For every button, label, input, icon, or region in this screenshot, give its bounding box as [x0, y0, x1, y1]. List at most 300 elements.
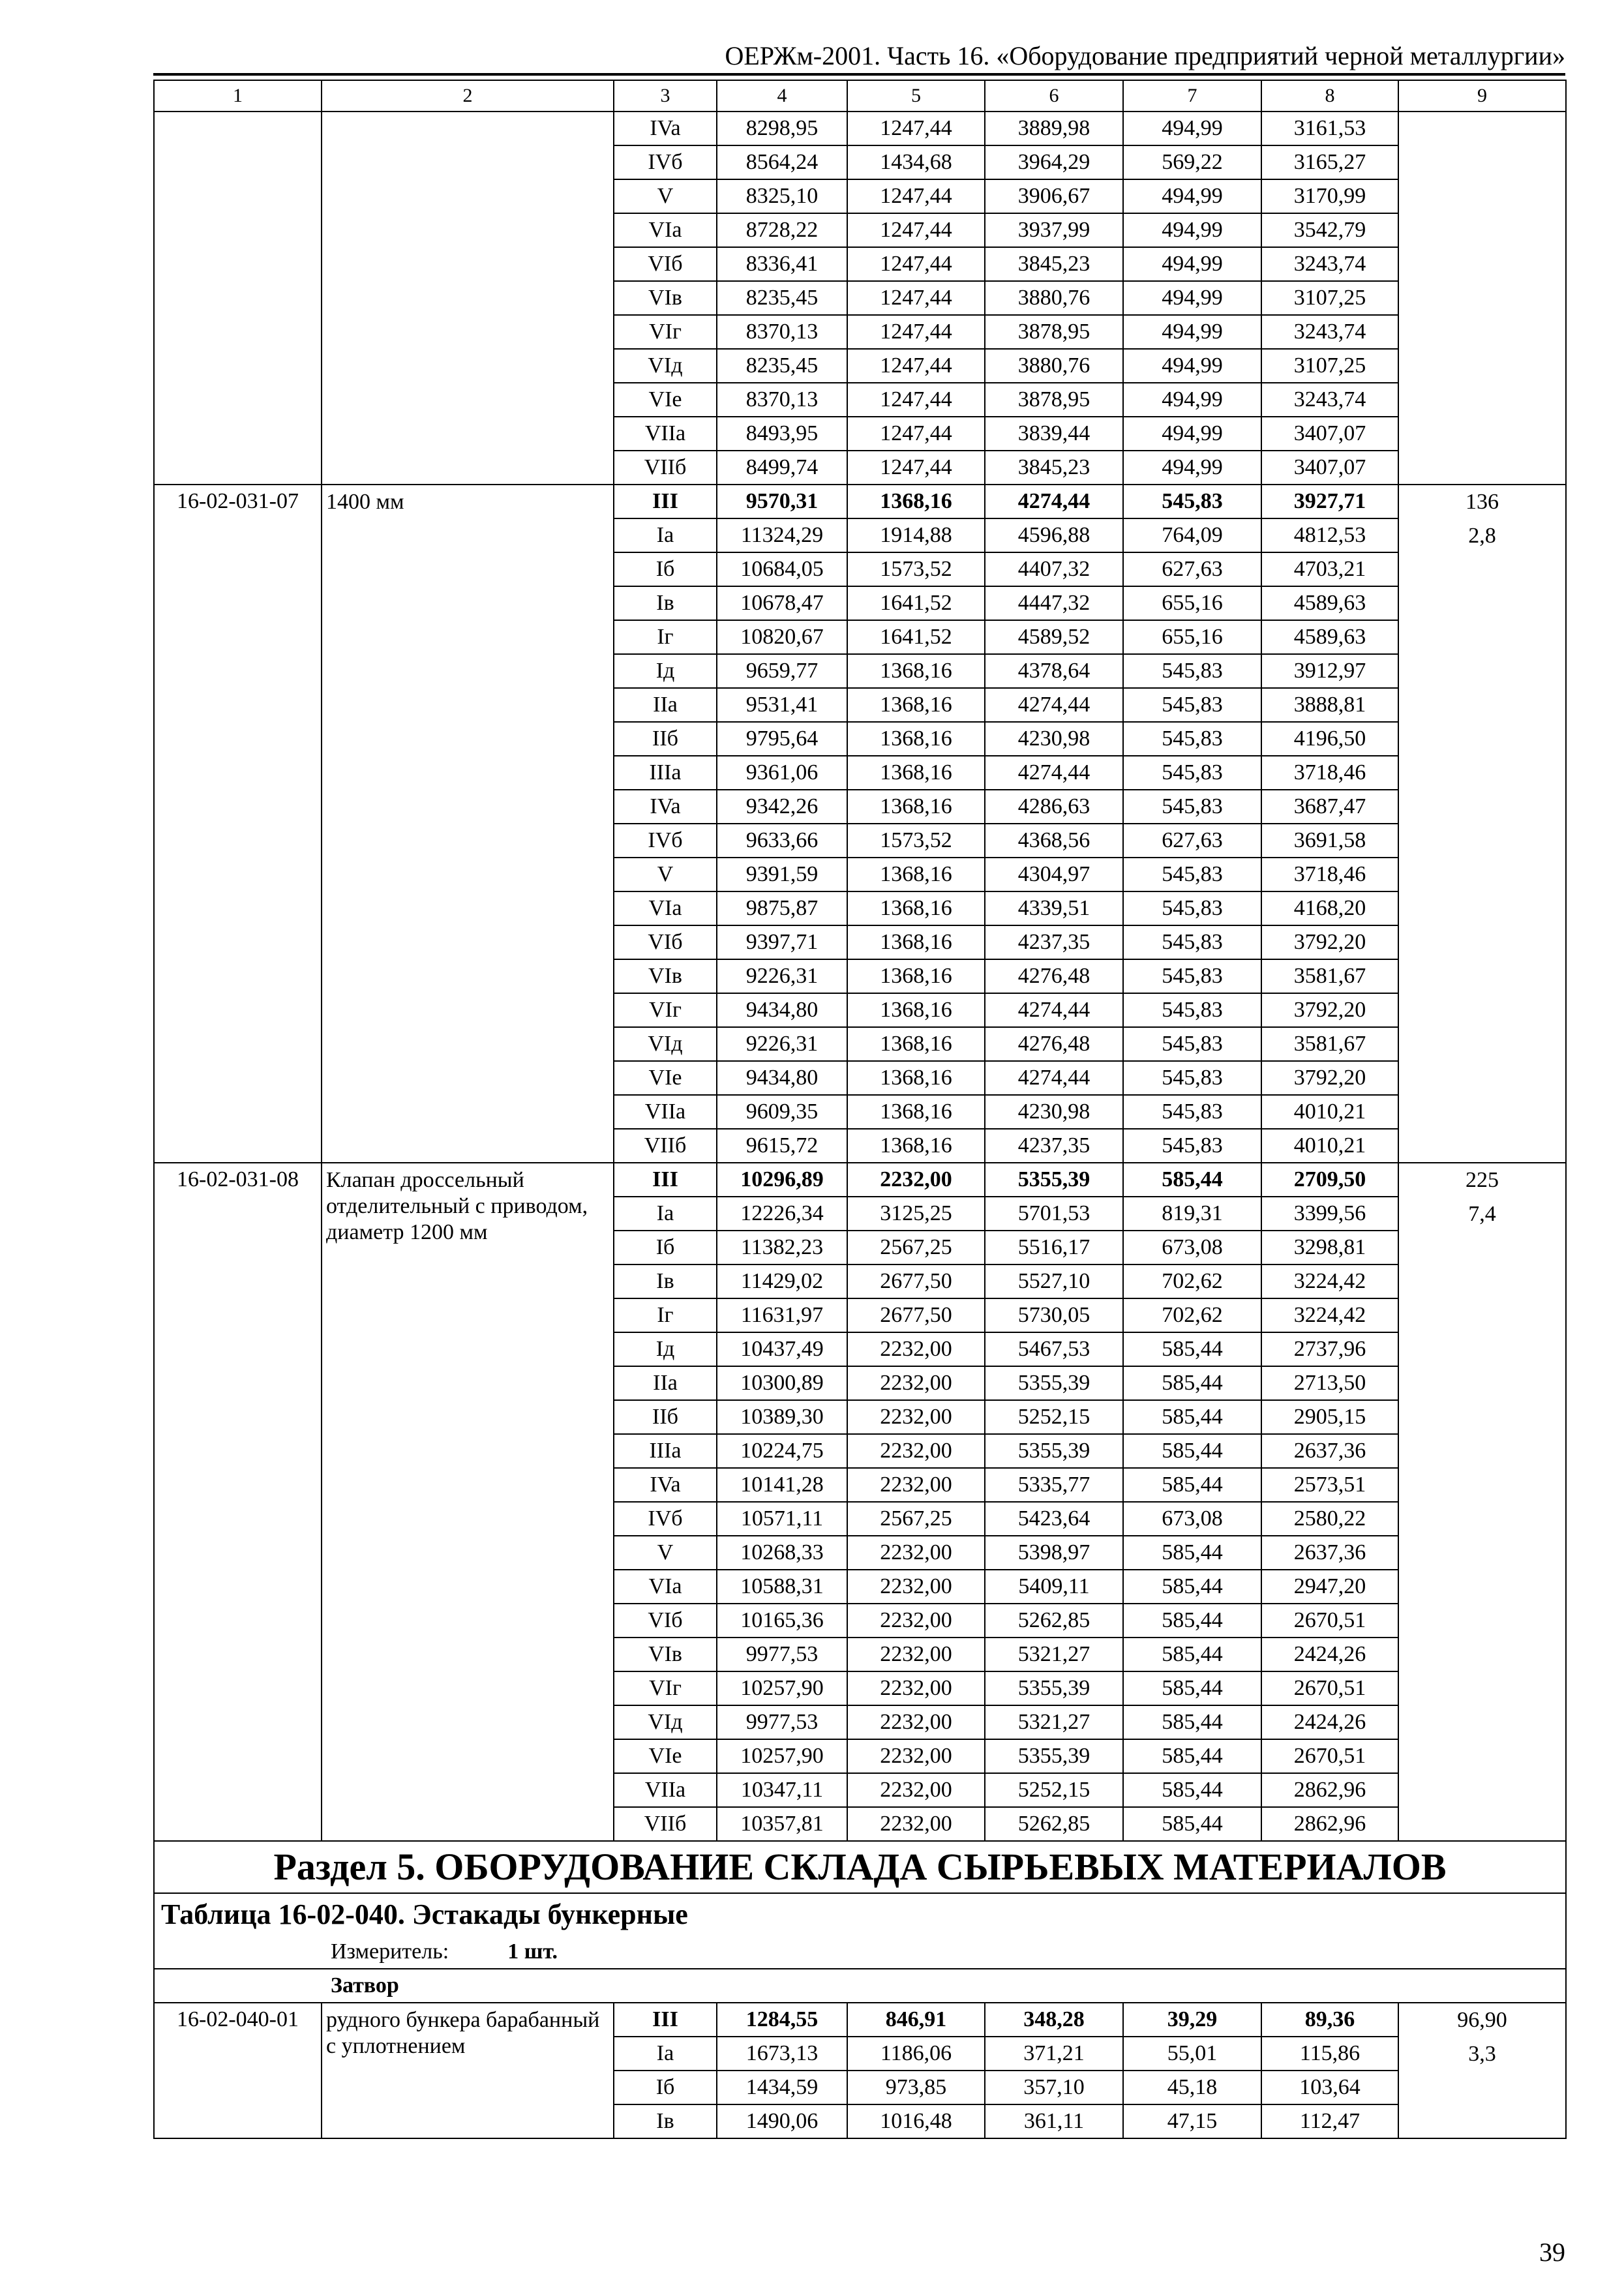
price-cell: 5527,10 [985, 1264, 1123, 1298]
price-cell: 702,62 [1123, 1264, 1261, 1298]
price-cell: 494,99 [1123, 451, 1261, 485]
price-cell: 2862,96 [1261, 1807, 1398, 1841]
price-cell: 1573,52 [847, 824, 985, 858]
zone-code: Ia [614, 518, 717, 552]
price-cell: 585,44 [1123, 1400, 1261, 1434]
zone-code: VIб [614, 1604, 717, 1638]
price-cell: 1247,44 [847, 213, 985, 247]
price-table [153, 80, 1567, 2139]
zone-code: VIe [614, 1739, 717, 1773]
column-number-row [154, 80, 1566, 112]
price-cell: 545,83 [1123, 1061, 1261, 1095]
price-cell: 4237,35 [985, 925, 1123, 959]
zone-code: Iд [614, 1332, 717, 1366]
price-cell: 3878,95 [985, 315, 1123, 349]
price-cell: 2232,00 [847, 1773, 985, 1807]
price-cell: 494,99 [1123, 383, 1261, 417]
price-cell: 2567,25 [847, 1502, 985, 1536]
price-cell: 545,83 [1123, 722, 1261, 756]
table-row [154, 1163, 1566, 1197]
price-cell: 5398,97 [985, 1536, 1123, 1570]
price-cell: 9531,41 [717, 688, 847, 722]
price-cell: 5355,39 [985, 1366, 1123, 1400]
price-cell: 973,85 [847, 2071, 985, 2104]
price-cell: 10678,47 [717, 586, 847, 620]
header-rule [153, 73, 1565, 76]
price-cell: 673,08 [1123, 1231, 1261, 1264]
price-cell: 10224,75 [717, 1434, 847, 1468]
zone-code: IVб [614, 1502, 717, 1536]
price-cell: 1247,44 [847, 315, 985, 349]
price-cell: 585,44 [1123, 1468, 1261, 1502]
zone-code: VIг [614, 993, 717, 1027]
page-header: ОЕРЖм-2001. Часть 16. «Оборудование предприятий черной металлургии» [725, 41, 1565, 70]
price-cell: 585,44 [1123, 1773, 1261, 1807]
price-cell: 9397,71 [717, 925, 847, 959]
item-name: рудного бункера барабанный с уплотнением [322, 2003, 614, 2138]
price-cell: 361,11 [985, 2104, 1123, 2138]
price-cell: 4589,52 [985, 620, 1123, 654]
price-cell: 9226,31 [717, 959, 847, 993]
price-cell: 3880,76 [985, 349, 1123, 383]
price-cell: 494,99 [1123, 417, 1261, 451]
price-cell: 4196,50 [1261, 722, 1398, 756]
price-cell: 3298,81 [1261, 1231, 1398, 1264]
price-cell: 3792,20 [1261, 1061, 1398, 1095]
zone-code: VIб [614, 925, 717, 959]
price-cell: 3107,25 [1261, 281, 1398, 315]
item-code: 16-02-031-08 [154, 1163, 322, 1841]
price-cell: 8370,13 [717, 383, 847, 417]
zone-code: IVa [614, 112, 717, 145]
zone-code: VIд [614, 1027, 717, 1061]
price-cell: 655,16 [1123, 620, 1261, 654]
price-cell: 3581,67 [1261, 1027, 1398, 1061]
price-cell: 5355,39 [985, 1163, 1123, 1197]
price-cell: 3912,97 [1261, 654, 1398, 688]
price-cell: 585,44 [1123, 1570, 1261, 1604]
price-cell: 627,63 [1123, 552, 1261, 586]
price-cell: 545,83 [1123, 756, 1261, 790]
price-cell: 2947,20 [1261, 1570, 1398, 1604]
mass-value: 2,8 [1468, 524, 1496, 548]
price-cell: 545,83 [1123, 1129, 1261, 1163]
price-cell: 3165,27 [1261, 145, 1398, 179]
price-cell: 1247,44 [847, 179, 985, 213]
price-cell: 3889,98 [985, 112, 1123, 145]
price-cell: 5355,39 [985, 1671, 1123, 1705]
price-cell: 8336,41 [717, 247, 847, 281]
zone-code: Iб [614, 552, 717, 586]
item-name: Клапан дроссельный отделительный с приводом, диаметр 1200 мм [322, 1163, 614, 1841]
price-cell: 1368,16 [847, 993, 985, 1027]
price-cell: 348,28 [985, 2003, 1123, 2037]
mass-value: 96,90 [1457, 2008, 1507, 2032]
price-cell: 5355,39 [985, 1739, 1123, 1773]
price-cell: 10684,05 [717, 552, 847, 586]
price-cell: 8499,74 [717, 451, 847, 485]
price-cell: 1673,13 [717, 2037, 847, 2071]
price-cell: 3691,58 [1261, 824, 1398, 858]
price-cell: 10588,31 [717, 1570, 847, 1604]
zone-code: Iв [614, 586, 717, 620]
price-cell: 9342,26 [717, 790, 847, 824]
price-cell: 2232,00 [847, 1807, 985, 1841]
price-cell: 11324,29 [717, 518, 847, 552]
price-cell: 1247,44 [847, 349, 985, 383]
price-cell: 673,08 [1123, 1502, 1261, 1536]
price-cell: 1284,55 [717, 2003, 847, 2037]
price-cell: 1434,68 [847, 145, 985, 179]
price-cell: 11631,97 [717, 1298, 847, 1332]
price-cell: 3107,25 [1261, 349, 1398, 383]
price-cell: 1368,16 [847, 756, 985, 790]
price-cell: 3243,74 [1261, 247, 1398, 281]
zone-code: IIIa [614, 1434, 717, 1468]
price-cell: 9226,31 [717, 1027, 847, 1061]
price-cell: 8728,22 [717, 213, 847, 247]
price-cell: 2573,51 [1261, 1468, 1398, 1502]
price-cell: 1016,48 [847, 2104, 985, 2138]
price-cell: 4274,44 [985, 688, 1123, 722]
zone-code: VIд [614, 349, 717, 383]
price-cell: 585,44 [1123, 1604, 1261, 1638]
price-cell: 3243,74 [1261, 315, 1398, 349]
price-cell: 2232,00 [847, 1366, 985, 1400]
price-cell: 585,44 [1123, 1705, 1261, 1739]
price-cell: 10357,81 [717, 1807, 847, 1841]
price-cell: 11429,02 [717, 1264, 847, 1298]
price-cell: 1247,44 [847, 281, 985, 315]
zone-code: VIe [614, 383, 717, 417]
zone-code: Iг [614, 1298, 717, 1332]
price-cell: 9615,72 [717, 1129, 847, 1163]
zone-code: Iг [614, 620, 717, 654]
price-cell: 4703,21 [1261, 552, 1398, 586]
price-cell: 4589,63 [1261, 620, 1398, 654]
price-cell: 4407,32 [985, 552, 1123, 586]
price-cell: 569,22 [1123, 145, 1261, 179]
price-cell: 9659,77 [717, 654, 847, 688]
price-cell: 3792,20 [1261, 925, 1398, 959]
price-cell: 10141,28 [717, 1468, 847, 1502]
price-cell: 115,86 [1261, 2037, 1398, 2071]
price-cell: 3964,29 [985, 145, 1123, 179]
price-cell: 3937,99 [985, 213, 1123, 247]
price-cell: 2232,00 [847, 1163, 985, 1197]
price-cell: 2670,51 [1261, 1671, 1398, 1705]
zone-code: IIa [614, 688, 717, 722]
price-cell: 2232,00 [847, 1332, 985, 1366]
price-cell: 2424,26 [1261, 1638, 1398, 1671]
price-cell: 89,36 [1261, 2003, 1398, 2037]
price-cell: 3845,23 [985, 247, 1123, 281]
price-cell: 2713,50 [1261, 1366, 1398, 1400]
price-cell: 8493,95 [717, 417, 847, 451]
price-cell: 3542,79 [1261, 213, 1398, 247]
zone-code: Iв [614, 1264, 717, 1298]
column-number: 4 [717, 80, 847, 112]
zone-code: Iд [614, 654, 717, 688]
price-cell: 3927,71 [1261, 485, 1398, 518]
price-cell: 2232,00 [847, 1468, 985, 1502]
zone-code: V [614, 179, 717, 213]
mass-value: 3,3 [1468, 2042, 1496, 2066]
price-cell: 3407,07 [1261, 451, 1398, 485]
zone-code: III [614, 2003, 717, 2037]
price-cell: 10300,89 [717, 1366, 847, 1400]
price-cell: 3880,76 [985, 281, 1123, 315]
zone-code: VIIa [614, 1773, 717, 1807]
price-cell: 3224,42 [1261, 1298, 1398, 1332]
price-cell: 846,91 [847, 2003, 985, 2037]
price-cell: 2670,51 [1261, 1604, 1398, 1638]
zone-code: VIIa [614, 417, 717, 451]
zone-code: VIг [614, 1671, 717, 1705]
price-cell: 8235,45 [717, 349, 847, 383]
price-cell: 1368,16 [847, 485, 985, 518]
price-cell: 3718,46 [1261, 756, 1398, 790]
price-cell: 1368,16 [847, 1061, 985, 1095]
price-cell: 2232,00 [847, 1570, 985, 1604]
price-cell: 9977,53 [717, 1705, 847, 1739]
zone-code: VIв [614, 1638, 717, 1671]
price-cell: 545,83 [1123, 485, 1261, 518]
mass-cell [1398, 112, 1566, 485]
section-title: Раздел 5. ОБОРУДОВАНИЕ СКЛАДА СЫРЬЕВЫХ МАТЕРИАЛОВ [154, 1841, 1566, 1893]
price-cell: 819,31 [1123, 1197, 1261, 1231]
price-cell: 1368,16 [847, 959, 985, 993]
price-cell: 494,99 [1123, 213, 1261, 247]
price-cell: 545,83 [1123, 891, 1261, 925]
price-cell: 4339,51 [985, 891, 1123, 925]
price-cell: 545,83 [1123, 688, 1261, 722]
price-cell: 9361,06 [717, 756, 847, 790]
price-cell: 2637,36 [1261, 1434, 1398, 1468]
price-cell: 5321,27 [985, 1705, 1123, 1739]
price-cell: 9609,35 [717, 1095, 847, 1129]
price-cell: 1368,16 [847, 1027, 985, 1061]
price-cell: 1368,16 [847, 1095, 985, 1129]
price-cell: 8564,24 [717, 145, 847, 179]
price-cell: 9570,31 [717, 485, 847, 518]
price-cell: 494,99 [1123, 179, 1261, 213]
price-cell: 494,99 [1123, 112, 1261, 145]
price-cell: 1247,44 [847, 383, 985, 417]
price-cell: 112,47 [1261, 2104, 1398, 2138]
price-cell: 2232,00 [847, 1434, 985, 1468]
price-cell: 3224,42 [1261, 1264, 1398, 1298]
price-cell: 4368,56 [985, 824, 1123, 858]
price-cell: 3161,53 [1261, 112, 1398, 145]
price-cell: 1186,06 [847, 2037, 985, 2071]
price-cell: 627,63 [1123, 824, 1261, 858]
price-cell: 545,83 [1123, 790, 1261, 824]
price-cell: 1368,16 [847, 858, 985, 891]
price-cell: 3125,25 [847, 1197, 985, 1231]
price-cell: 47,15 [1123, 2104, 1261, 2138]
price-cell: 3407,07 [1261, 417, 1398, 451]
zone-code: IVa [614, 790, 717, 824]
price-cell: 1247,44 [847, 247, 985, 281]
price-cell: 4304,97 [985, 858, 1123, 891]
zone-code: III [614, 1163, 717, 1197]
price-cell: 5423,64 [985, 1502, 1123, 1536]
price-cell: 545,83 [1123, 654, 1261, 688]
zone-code: VIIa [614, 1095, 717, 1129]
zone-code: VIIб [614, 451, 717, 485]
price-cell: 3906,67 [985, 179, 1123, 213]
column-number: 6 [985, 80, 1123, 112]
price-cell: 1368,16 [847, 925, 985, 959]
price-cell: 494,99 [1123, 349, 1261, 383]
price-cell: 1247,44 [847, 112, 985, 145]
price-cell: 4378,64 [985, 654, 1123, 688]
price-cell: 10347,11 [717, 1773, 847, 1807]
zone-code: Ia [614, 2037, 717, 2071]
item-code: 16-02-031-07 [154, 485, 322, 1163]
price-cell: 1641,52 [847, 586, 985, 620]
price-cell: 585,44 [1123, 1434, 1261, 1468]
table-title: Таблица 16-02-040. Эстакады бункерные [154, 1893, 1566, 1935]
price-cell: 3718,46 [1261, 858, 1398, 891]
price-cell: 3243,74 [1261, 383, 1398, 417]
zone-code: VIIб [614, 1129, 717, 1163]
column-number: 5 [847, 80, 985, 112]
mass-value: 7,4 [1468, 1202, 1496, 1226]
table-row [154, 112, 1566, 145]
zone-code: VIв [614, 959, 717, 993]
item-code: 16-02-040-01 [154, 2003, 322, 2138]
price-cell: 545,83 [1123, 1095, 1261, 1129]
price-cell: 585,44 [1123, 1163, 1261, 1197]
price-cell: 494,99 [1123, 281, 1261, 315]
price-cell: 5252,15 [985, 1773, 1123, 1807]
price-cell: 1368,16 [847, 688, 985, 722]
price-cell: 545,83 [1123, 858, 1261, 891]
price-cell: 10820,67 [717, 620, 847, 654]
price-cell: 10571,11 [717, 1502, 847, 1536]
column-number: 1 [154, 80, 322, 112]
zone-code: IVa [614, 1468, 717, 1502]
column-number: 2 [322, 80, 614, 112]
zone-code: VIIб [614, 1807, 717, 1841]
column-number: 8 [1261, 80, 1398, 112]
price-cell: 45,18 [1123, 2071, 1261, 2104]
price-cell: 10389,30 [717, 1400, 847, 1434]
price-cell: 4812,53 [1261, 518, 1398, 552]
price-cell: 764,09 [1123, 518, 1261, 552]
price-cell: 3888,81 [1261, 688, 1398, 722]
price-cell: 1573,52 [847, 552, 985, 586]
price-cell: 8370,13 [717, 315, 847, 349]
price-cell: 4274,44 [985, 485, 1123, 518]
price-cell: 5730,05 [985, 1298, 1123, 1332]
price-cell: 2709,50 [1261, 1163, 1398, 1197]
price-cell: 2905,15 [1261, 1400, 1398, 1434]
price-cell: 4589,63 [1261, 586, 1398, 620]
price-cell: 5701,53 [985, 1197, 1123, 1231]
zone-code: Iб [614, 1231, 717, 1264]
price-cell: 1641,52 [847, 620, 985, 654]
price-cell: 494,99 [1123, 247, 1261, 281]
price-cell: 2232,00 [847, 1400, 985, 1434]
price-cell: 2677,50 [847, 1264, 985, 1298]
price-cell: 545,83 [1123, 925, 1261, 959]
price-cell: 12226,34 [717, 1197, 847, 1231]
price-cell: 585,44 [1123, 1536, 1261, 1570]
price-cell: 9434,80 [717, 1061, 847, 1095]
zone-code: VIв [614, 281, 717, 315]
price-cell: 5321,27 [985, 1638, 1123, 1671]
zone-code: Iв [614, 2104, 717, 2138]
measure-row [154, 1935, 1566, 1969]
price-cell: 1368,16 [847, 654, 985, 688]
price-cell: 1368,16 [847, 1129, 985, 1163]
price-cell: 585,44 [1123, 1332, 1261, 1366]
price-cell: 4010,21 [1261, 1129, 1398, 1163]
price-cell: 3399,56 [1261, 1197, 1398, 1231]
price-cell: 9977,53 [717, 1638, 847, 1671]
price-cell: 4276,48 [985, 1027, 1123, 1061]
zone-code: V [614, 1536, 717, 1570]
price-cell: 5262,85 [985, 1807, 1123, 1841]
price-cell: 5467,53 [985, 1332, 1123, 1366]
price-cell: 2670,51 [1261, 1739, 1398, 1773]
item-name [322, 112, 614, 485]
price-cell: 1247,44 [847, 417, 985, 451]
price-cell: 3170,99 [1261, 179, 1398, 213]
zone-code: IIa [614, 1366, 717, 1400]
mass-cell [1398, 485, 1566, 1163]
price-cell: 2232,00 [847, 1705, 985, 1739]
column-number: 7 [1123, 80, 1261, 112]
page-number: 39 [1539, 2237, 1565, 2267]
price-cell: 103,64 [1261, 2071, 1398, 2104]
price-cell: 4230,98 [985, 722, 1123, 756]
price-cell: 5355,39 [985, 1434, 1123, 1468]
price-cell: 4010,21 [1261, 1095, 1398, 1129]
zone-code: IIб [614, 722, 717, 756]
zone-code: IVб [614, 824, 717, 858]
price-cell: 371,21 [985, 2037, 1123, 2071]
mass-value: 225 [1466, 1168, 1499, 1192]
zone-code: IVб [614, 145, 717, 179]
price-cell: 4274,44 [985, 993, 1123, 1027]
price-cell: 1368,16 [847, 790, 985, 824]
zone-code: VIa [614, 213, 717, 247]
price-cell: 8298,95 [717, 112, 847, 145]
price-cell: 494,99 [1123, 315, 1261, 349]
price-cell: 10165,36 [717, 1604, 847, 1638]
price-cell: 2567,25 [847, 1231, 985, 1264]
price-cell: 55,01 [1123, 2037, 1261, 2071]
price-cell: 2580,22 [1261, 1502, 1398, 1536]
price-cell: 10257,90 [717, 1671, 847, 1705]
price-cell: 2637,36 [1261, 1536, 1398, 1570]
price-cell: 1914,88 [847, 518, 985, 552]
zone-code: VIe [614, 1061, 717, 1095]
price-cell: 4230,98 [985, 1095, 1123, 1129]
zone-code: IIб [614, 1400, 717, 1434]
zone-code: IIIa [614, 756, 717, 790]
price-cell: 545,83 [1123, 1027, 1261, 1061]
price-cell: 4168,20 [1261, 891, 1398, 925]
table-row [154, 2003, 1566, 2037]
price-cell: 2232,00 [847, 1739, 985, 1773]
price-cell: 4237,35 [985, 1129, 1123, 1163]
price-cell: 585,44 [1123, 1807, 1261, 1841]
